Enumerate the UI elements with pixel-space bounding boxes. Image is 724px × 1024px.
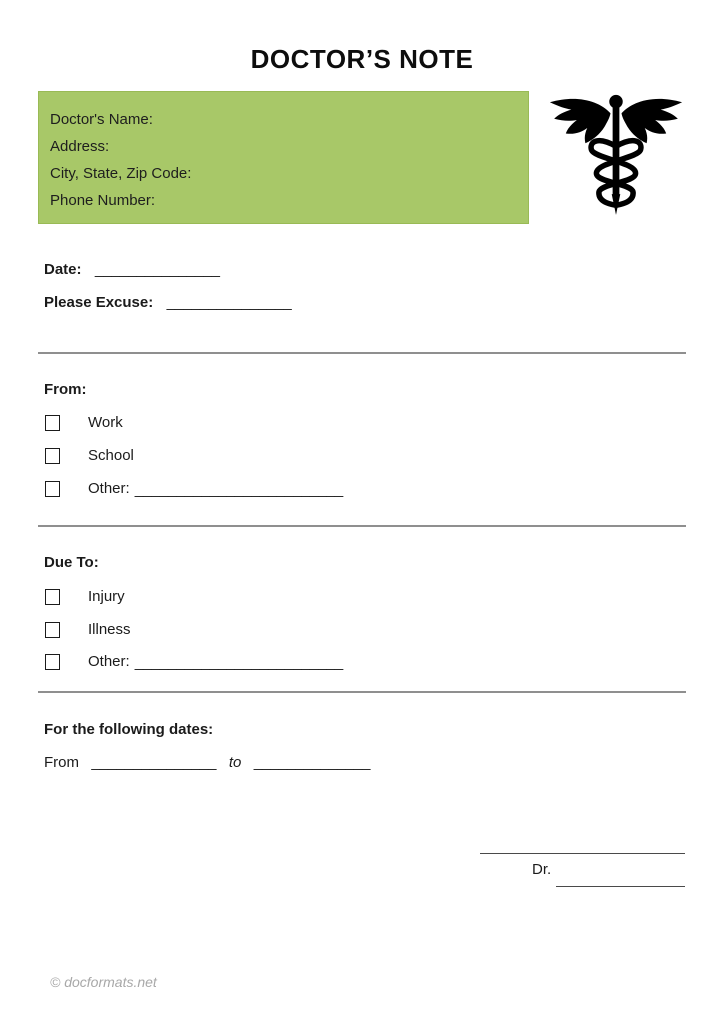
work-checkbox[interactable] bbox=[45, 415, 60, 431]
school-checkbox[interactable] bbox=[45, 448, 60, 464]
excuse-field-row bbox=[44, 293, 292, 313]
date-from-blank[interactable]: _______________ bbox=[91, 754, 217, 771]
doctor-info-box bbox=[38, 91, 529, 224]
section-divider bbox=[38, 691, 686, 693]
due-other-checkbox-label: Other: bbox=[88, 653, 130, 670]
doctor-name-label: Doctor's Name: bbox=[50, 111, 153, 128]
from-section-label: From: bbox=[44, 381, 87, 398]
due-other-checkbox[interactable] bbox=[45, 654, 60, 670]
date-to-blank[interactable]: ______________ bbox=[253, 754, 371, 771]
signature-line[interactable] bbox=[480, 853, 685, 854]
injury-checkbox-label: Injury bbox=[88, 588, 125, 605]
illness-checkbox[interactable] bbox=[45, 622, 60, 638]
section-divider bbox=[38, 352, 686, 354]
from-other-checkbox[interactable] bbox=[45, 481, 60, 497]
date-label: Date: bbox=[44, 261, 82, 278]
date-range-row bbox=[44, 753, 370, 773]
date-blank[interactable]: _______________ bbox=[94, 261, 220, 278]
from-other-checkbox-label: Other: bbox=[88, 480, 130, 497]
please-excuse-label: Please Excuse: bbox=[44, 294, 154, 311]
address-label: Address: bbox=[50, 138, 110, 155]
city-state-zip-label: City, State, Zip Code: bbox=[50, 165, 192, 182]
phone-number-label: Phone Number: bbox=[50, 192, 156, 209]
page-title: DOCTOR’S NOTE bbox=[250, 44, 474, 74]
due-illness-row bbox=[45, 619, 131, 641]
date-field-row bbox=[44, 260, 220, 280]
injury-checkbox[interactable] bbox=[45, 589, 60, 605]
to-word: to bbox=[228, 754, 242, 771]
doctor-name-line[interactable] bbox=[556, 886, 685, 887]
illness-checkbox-label: Illness bbox=[88, 621, 131, 638]
dates-section-label: For the following dates: bbox=[44, 721, 214, 738]
excuse-blank[interactable]: _______________ bbox=[166, 294, 292, 311]
doctor-prefix-label: Dr. bbox=[532, 861, 552, 878]
from-work-row bbox=[45, 412, 123, 434]
from-word: From bbox=[44, 754, 79, 771]
due-to-section-label: Due To: bbox=[44, 554, 99, 571]
from-other-blank[interactable]: _________________________ bbox=[134, 480, 344, 498]
due-other-blank[interactable]: _________________________ bbox=[134, 653, 344, 671]
caduceus-icon bbox=[541, 90, 691, 221]
due-injury-row bbox=[45, 586, 125, 608]
work-checkbox-label: Work bbox=[88, 414, 123, 431]
copyright-text: © docformats.net bbox=[50, 974, 157, 990]
from-school-row bbox=[45, 445, 134, 467]
due-other-row bbox=[45, 651, 343, 673]
from-other-row bbox=[45, 478, 343, 500]
section-divider bbox=[38, 525, 686, 527]
school-checkbox-label: School bbox=[88, 447, 134, 464]
